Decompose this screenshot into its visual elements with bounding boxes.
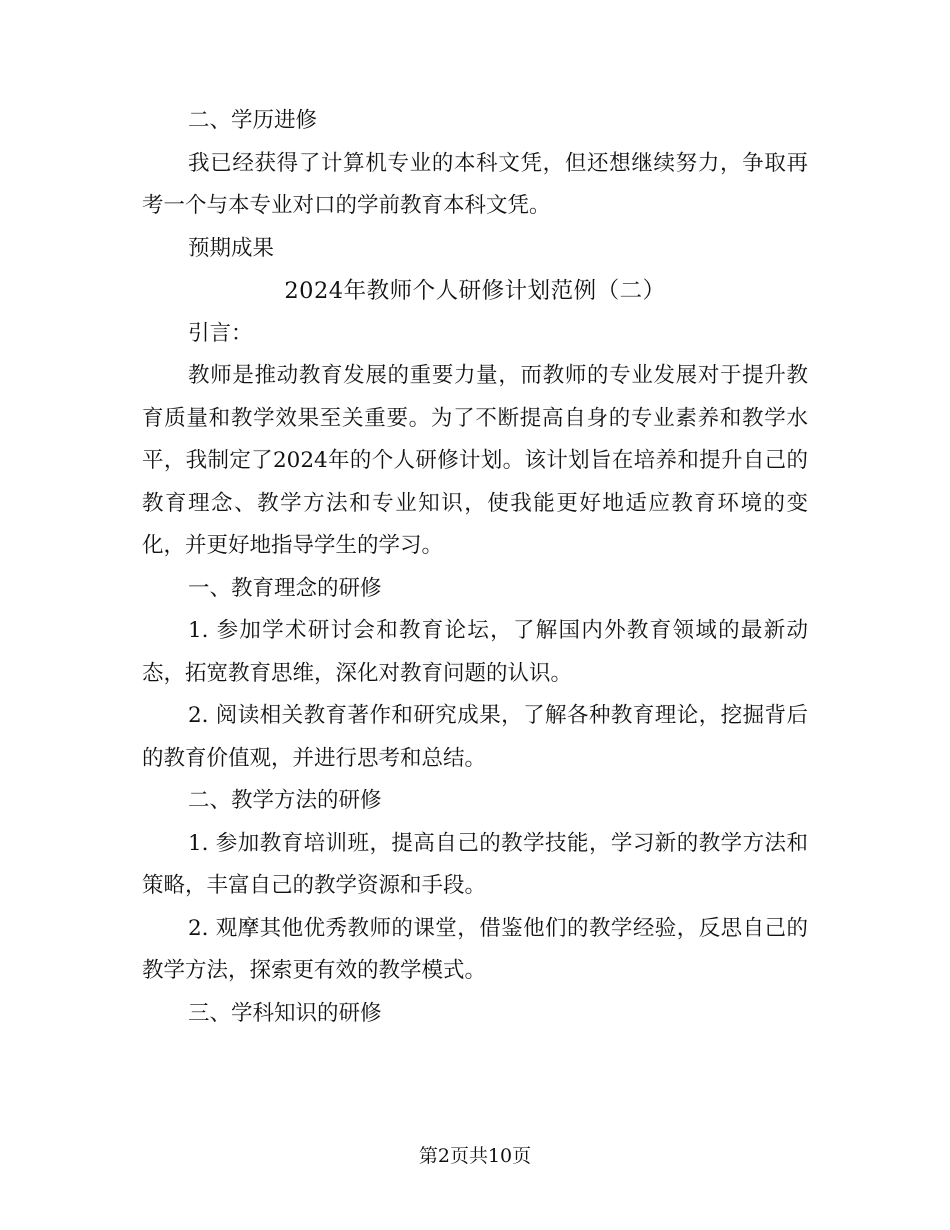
page-number: 第2页共10页 bbox=[418, 1145, 532, 1167]
section-heading: 预期成果 bbox=[188, 235, 275, 261]
section-heading: 一、教育理念的研修 bbox=[188, 575, 382, 601]
document-title: 2024年教师个人研修计划范例（二） bbox=[284, 278, 666, 304]
list-item: 1. 参加教育培训班，提高自己的教学技能，学习新的教学方法和策略，丰富自己的教学资源和手段。 bbox=[142, 830, 808, 898]
section-heading: 二、学历进修 bbox=[188, 108, 318, 133]
section-heading: 三、学科知识的研修 bbox=[188, 1000, 382, 1026]
list-item: 1. 参加学术研讨会和教育论坛，了解国内外教育领域的最新动态，拓宽教育思维，深化对教育问题的认识。 bbox=[142, 618, 808, 686]
list-item: 2. 观摩其他优秀教师的课堂，借鉴他们的教学经验，反思自己的教学方法，探索更有效的教学模式。 bbox=[142, 915, 808, 983]
paragraph: 我已经获得了计算机专业的本科文凭，但还想继续努力，争取再考一个与本专业对口的学前教育本科文凭。 bbox=[142, 150, 808, 218]
paragraph: 教师是推动教育发展的重要力量，而教师的专业发展对于提升教育质量和教学效果至关重要。为了不断提高自身的专业素养和教学水平，我制定了2024年的个人研修计划。该计划旨在培养和提升自己的教育理念、教学方法和专业知识，使我能更好地适应教育环境的变化，并更好地指导学生的学习。 bbox=[142, 363, 808, 558]
section-heading: 二、教学方法的研修 bbox=[188, 788, 382, 813]
section-heading: 引言： bbox=[188, 320, 253, 346]
document-body bbox=[142, 100, 808, 1035]
list-item: 2. 阅读相关教育著作和研究成果，了解各种教育理论，挖掘背后的教育价值观，并进行思考和总结。 bbox=[142, 703, 808, 771]
